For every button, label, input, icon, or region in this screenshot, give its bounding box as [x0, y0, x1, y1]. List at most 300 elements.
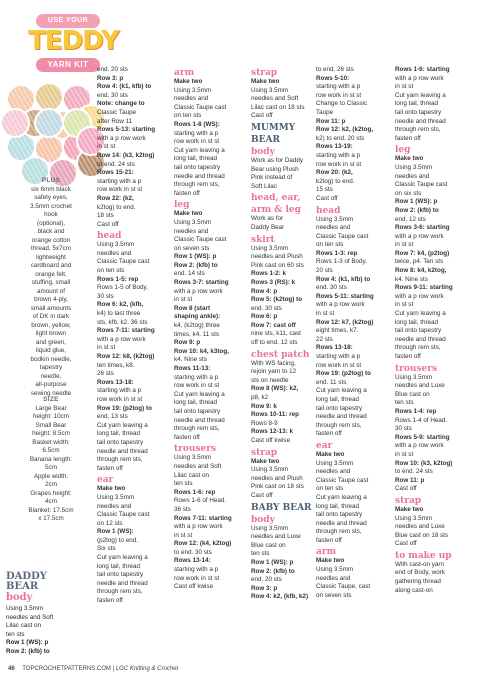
pattern-line: Using 3.5mm: [174, 86, 212, 94]
pattern-line: Row 2: (kfb) to: [395, 206, 439, 214]
pattern-line: with a p row work: [395, 442, 444, 450]
pattern-line: Rows 1-5: rep: [97, 275, 139, 283]
pattern-line: Row 9: p: [174, 339, 201, 347]
plus-line: light brown: [35, 330, 67, 337]
pattern-line: shaping ankle):: [174, 313, 221, 321]
size-line: height: 10cm: [32, 413, 70, 420]
pattern-line: Rows 5-10:: [316, 74, 350, 82]
pattern-line: in st st: [395, 241, 414, 249]
pattern-line: long tail, thread: [395, 100, 439, 108]
page-number: 46: [8, 666, 15, 672]
pattern-line: Make two: [174, 210, 203, 218]
pattern-line: Soft Lilac: [251, 182, 277, 190]
pattern-line: end. 30 sts: [97, 91, 128, 99]
pattern-line: needles and Plush: [251, 253, 303, 261]
daddy-heading: DADDY: [6, 571, 47, 582]
logo-sub-label: YARN KIT: [36, 58, 100, 72]
pattern-line: Rows 1-6 of Head.: [174, 497, 227, 505]
pattern-line: Cast off: [97, 220, 119, 228]
pattern-line: 22 sts: [316, 335, 333, 343]
pattern-line: k4. Nine sts: [395, 275, 428, 283]
pattern-line: ten times, k8.: [97, 361, 135, 369]
pattern-line: needles and: [395, 172, 430, 180]
pattern-line: end. 14 sts: [174, 270, 205, 278]
pattern-line: row work in st st: [316, 361, 362, 369]
pattern-line: gathering thread: [395, 578, 441, 586]
pattern-line: Cast off: [316, 194, 338, 202]
pattern-line: starting with a p: [174, 566, 219, 574]
pattern-line: on ten sts: [97, 267, 125, 275]
pattern-line: Using 3.5mm: [395, 373, 433, 381]
plus-line: bodkin needle,: [30, 355, 72, 363]
pattern-line: Taupe: [316, 108, 334, 116]
pattern-line: Row 10: (k3, k2tog): [395, 459, 453, 467]
plus-line: hook: [44, 211, 58, 218]
section-heading: arm: [174, 68, 195, 78]
pattern-line: Make two: [395, 155, 424, 163]
pattern-line: Row 10: k4, k3tog,: [174, 347, 229, 355]
pattern-line: Rows 7-11: starting: [97, 327, 155, 335]
pattern-line: twice, p4. Ten sts: [395, 258, 444, 266]
pattern-line: Row 3: p: [251, 584, 278, 592]
daddy-line: Lilac cast on: [6, 622, 42, 630]
pattern-line: Cast off: [251, 112, 273, 120]
pattern-line: 30 sts: [97, 292, 114, 300]
pattern-line: Blue cast on 18 sts: [395, 531, 449, 539]
pattern-line: Row 5: (k2tog) to: [251, 296, 303, 304]
pattern-line: long tail, thread: [316, 502, 360, 510]
pattern-line: Row 2: (kfb) to: [251, 567, 295, 575]
section-heading: chest patch: [251, 349, 310, 360]
pattern-line: through rem sts,: [174, 181, 220, 189]
pattern-line: row work in st st: [174, 382, 220, 390]
pattern-line: sts on needle: [251, 376, 289, 384]
pattern-line: nine sts, k11, cast: [251, 330, 301, 338]
section-heading: BABY BEAR: [251, 502, 312, 513]
pattern-line: Using 3.5mm: [251, 86, 289, 94]
pattern-line: tail onto tapestry: [395, 108, 442, 116]
plus-line: brown, yellow,: [31, 321, 71, 329]
pattern-line: through rem sts,: [316, 421, 362, 429]
pattern-line: needles and: [97, 249, 132, 257]
pattern-line: through rem sts,: [316, 528, 362, 536]
pattern-line: row work in st st: [316, 160, 362, 168]
pattern-line: needle and thread: [316, 519, 367, 527]
pattern-line: tail onto tapestry: [97, 571, 144, 579]
pattern-line: Lilac cast on 18 sts: [251, 103, 305, 111]
bear-heading: BEAR: [6, 581, 39, 592]
pattern-column-4: [316, 66, 392, 600]
pattern-line: Row 4: p: [251, 287, 278, 295]
section-heading: head: [316, 205, 341, 216]
pattern-line: to end. 24 sts: [97, 160, 135, 168]
pattern-line: Rows 9-11: starting: [395, 284, 453, 292]
pattern-line: Pink cast on 18 sts: [251, 483, 304, 491]
pattern-line: row work in st st: [174, 138, 220, 146]
plus-materials: [8, 177, 94, 398]
pattern-line: through rem sts,: [97, 456, 143, 464]
pattern-line: Cast off: [395, 540, 417, 548]
pattern-line: Using 3.5mm: [97, 241, 135, 249]
pattern-line: Rows 13-19:: [316, 143, 353, 151]
size-line: Grapes height:: [30, 489, 72, 497]
pattern-line: Rows 8-9: [251, 419, 278, 427]
plus-line: needle,: [40, 372, 62, 380]
pattern-line: Cut yarn leaving a: [316, 493, 367, 501]
pattern-line: starting with a p: [316, 83, 361, 91]
daddy-line: Using 3.5mm: [6, 605, 44, 612]
pattern-line: Row 4: (k1, kfb) to: [316, 275, 371, 283]
pattern-line: Row 6: k2, (kfb,: [97, 301, 144, 309]
pattern-line: on six sts: [395, 189, 422, 197]
pattern-line: Daddy Bear: [251, 223, 285, 231]
pattern-line: Classic Taupe: [97, 108, 137, 116]
pattern-line: Row 4: (k1, kfb) to: [97, 83, 152, 91]
pattern-line: tail onto tapestry: [174, 407, 221, 415]
pattern-line: sts, kfb, k2. 36 sts: [97, 318, 148, 326]
pattern-line: (p2tog) to end.: [97, 536, 138, 544]
pattern-line: Rows 5-13: starting: [97, 126, 156, 134]
pattern-line: with a p row work: [174, 287, 223, 295]
pattern-line: Using 3.5mm: [395, 163, 433, 171]
pattern-line: Row 11: p: [395, 476, 425, 484]
pattern-line: Using 3.5mm: [251, 524, 289, 532]
pattern-line: Cut yarn leaving a: [97, 554, 148, 562]
section-heading: head, ear,: [251, 193, 301, 204]
pattern-line: ten sts: [174, 480, 193, 488]
pattern-line: Cut yarn leaving a: [97, 421, 148, 429]
section-heading: ear: [97, 475, 114, 486]
pattern-line: 36 sts: [174, 505, 191, 513]
daddy-line: needles and Soft: [6, 613, 54, 621]
pattern-line: Row 3: p: [97, 74, 124, 82]
pattern-line: Cut yarn leaving a: [316, 387, 367, 395]
section-heading: BEAR: [251, 134, 280, 145]
pattern-line: with a p row work: [174, 523, 223, 531]
pattern-line: Using 3.5mm: [251, 244, 289, 252]
pattern-line: to end. 26 sts: [316, 66, 354, 73]
section-heading: trousers: [174, 444, 217, 455]
plus-line: lightweight: [36, 253, 66, 261]
pattern-line: Rows 3 (RS): k: [251, 278, 296, 286]
pattern-line: Classic Taupe cast: [395, 181, 448, 189]
pattern-line: to end. 30 sts: [174, 548, 212, 556]
pattern-line: needle and thread: [316, 413, 367, 421]
pattern-line: tail onto tapestry: [97, 438, 144, 446]
pattern-line: Pink cast on 60 sts: [251, 261, 304, 269]
pattern-line: Rows 13-14:: [174, 557, 211, 565]
pattern-line: needles and Soft: [174, 462, 222, 470]
pattern-line: fasten off: [395, 353, 421, 360]
size-line: 4cm: [45, 498, 57, 505]
pattern-line: eight times, k7.: [316, 327, 359, 335]
pattern-line: in st st: [174, 531, 193, 539]
plus-line: orange felt,: [35, 270, 67, 278]
pattern-line: fasten off: [97, 597, 123, 605]
pattern-line: with a p row work: [316, 301, 365, 309]
pattern-line: Rows 12-13: k: [251, 428, 293, 436]
plus-line: and green,: [35, 338, 67, 346]
pattern-line: in st st: [395, 83, 414, 91]
pattern-line: Row 12: k7, (k2tog): [316, 318, 374, 326]
pattern-line: along cast-on: [395, 586, 433, 594]
daddy-line: ten sts: [6, 630, 25, 638]
pattern-line: Work as for Daddy: [251, 156, 304, 164]
pattern-line: needle and thread: [174, 416, 225, 424]
section-heading: leg: [395, 145, 411, 156]
pattern-line: Cast off kwise: [174, 583, 214, 591]
pattern-line: Row 8 (WS): k2,: [251, 385, 299, 393]
logo-top-label: USE YOUR: [36, 14, 100, 28]
pattern-line: needles and Luxe: [395, 523, 445, 531]
pattern-line: needle and thread: [174, 172, 225, 180]
pattern-line: Rows 13-18:: [316, 344, 353, 352]
plus-line: liquid glue,: [35, 347, 67, 354]
pattern-line: off to end. 12 sts: [251, 339, 298, 347]
pattern-line: on 12 sts: [97, 519, 123, 527]
pattern-line: to end. 24 sts: [395, 468, 433, 476]
pattern-line: through rem sts,: [174, 425, 220, 433]
pattern-line: in st st: [97, 143, 116, 151]
pattern-line: Make two: [97, 485, 126, 493]
pattern-line: with a p row work: [395, 292, 444, 300]
pattern-line: starting with a p: [174, 129, 219, 137]
plus-line: sewing needle: [30, 389, 72, 397]
section-heading: to make up: [395, 550, 452, 561]
pattern-line: long tail, thread: [97, 562, 141, 570]
section-heading: MUMMY: [251, 122, 296, 133]
pattern-line: Make two: [251, 78, 280, 85]
plus-line: amount of: [36, 287, 65, 295]
pattern-line: starting with a p: [316, 353, 361, 360]
pattern-line: Rows 1-8 (WS):: [174, 120, 220, 128]
pattern-line: needles and: [316, 468, 351, 476]
pattern-line: Cast off kwise: [251, 437, 291, 444]
pattern-line: long tail, thread: [174, 155, 218, 163]
plus-line: safety eyes,: [34, 194, 68, 201]
pattern-line: in st st: [316, 310, 335, 318]
pattern-line: tail onto tapestry: [316, 404, 363, 412]
pattern-line: needle and thread: [97, 447, 148, 455]
logo-title: TEDDY: [28, 26, 119, 56]
pattern-line: Make two: [395, 505, 424, 513]
pattern-line: needle and thread: [395, 117, 446, 125]
pattern-line: fasten off: [395, 134, 421, 142]
pattern-line: Rows 13-18:: [97, 378, 134, 386]
pattern-line: needles and: [174, 95, 209, 103]
pattern-line: k2tog) to end.: [97, 203, 136, 211]
pattern-line: needle and thread: [395, 335, 446, 343]
pattern-line: Using 3.5mm: [251, 466, 289, 474]
pattern-line: 26 sts: [97, 370, 114, 378]
plus-line: orange cotton: [31, 236, 71, 244]
size-line: Large Bear: [35, 404, 67, 412]
pattern-line: with a p row work: [97, 134, 146, 142]
plus-line: six 6mm black: [31, 185, 71, 193]
pattern-line: Rows 1-4: rep: [395, 407, 437, 415]
pattern-line: through rem sts,: [395, 344, 441, 352]
pattern-line: Row 1 (WS): p: [174, 253, 217, 261]
pattern-line: Row 19: (p2tog) to: [316, 370, 371, 378]
pattern-line: in st st: [395, 450, 414, 458]
pattern-line: with a p row work: [395, 74, 444, 82]
size-line: 5cm: [45, 464, 57, 471]
pattern-line: Row 12: k8, (k2tog): [97, 353, 155, 360]
pattern-line: Rows 7-11: starting: [174, 514, 232, 522]
section-heading: body: [251, 514, 275, 525]
pattern-line: Rows 10-11: rep: [251, 411, 299, 419]
pattern-line: end. 11 sts: [316, 378, 347, 386]
pattern-line: Make two: [251, 457, 280, 465]
pattern-line: end. 13 sts: [97, 413, 128, 421]
pattern-line: long tail, thread: [395, 318, 439, 326]
pattern-line: Row 4: k2, (kfb, k2): [251, 593, 309, 601]
pattern-line: Make two: [316, 450, 345, 458]
pattern-line: needles and: [174, 227, 209, 235]
pattern-line: Cut yarn leaving a: [174, 146, 225, 154]
pattern-line: row work in st st: [97, 395, 143, 403]
pattern-line: Using 3.5mm: [174, 454, 212, 462]
pattern-line: through rem sts,: [395, 126, 441, 134]
pattern-line: Row 14: (k3, k2tog): [97, 151, 155, 159]
pattern-line: k4) to last three: [97, 310, 141, 318]
pattern-line: times, k4. 11 sts: [174, 330, 220, 338]
pattern-line: ten sts: [251, 550, 270, 558]
pattern-line: fasten off: [174, 189, 200, 197]
pattern-line: end of Body, work: [395, 569, 445, 577]
pattern-line: Classic Taupe, cast: [316, 583, 371, 591]
pattern-line: Rows 1-4 of Head.: [395, 416, 448, 424]
plus-line: 3.5mm crochet: [30, 202, 72, 210]
pattern-line: Rows 1-2: k: [251, 270, 286, 278]
pattern-line: Rows 1-5 of Body.: [97, 284, 148, 292]
pattern-line: end. 20 sts: [251, 576, 282, 584]
pattern-line: Rows 3-7: starting: [174, 279, 229, 287]
pattern-line: Rows 1-3: rep: [316, 249, 358, 257]
pattern-line: on seven sts: [316, 591, 352, 599]
pattern-line: Rows 1-6: rep: [174, 488, 216, 496]
daddy-bear-section: [6, 572, 88, 657]
plus-line: small amounts: [30, 304, 72, 312]
pattern-line: starting with a p: [97, 387, 142, 395]
pattern-column-1: [97, 66, 173, 606]
daddy-line: Row 1 (WS): p: [6, 639, 49, 647]
pattern-line: Blue cast on: [251, 541, 286, 549]
pattern-line: 15 sts: [316, 186, 333, 194]
size-line: Blanket: 17.5cm: [28, 506, 74, 514]
pattern-line: needles and: [316, 224, 351, 232]
footer-magazine: LGC Knitting & Crochet: [115, 666, 179, 672]
pattern-line: Row 19: (p2tog) to: [97, 404, 152, 412]
plus-line: thread, 5x7cm: [31, 245, 71, 252]
pattern-line: Row 1 (WS): p: [251, 558, 294, 566]
pattern-line: fasten off: [97, 464, 123, 472]
section-heading: leg: [174, 200, 190, 211]
pattern-line: Make two: [316, 557, 345, 565]
pattern-line: Rows 1-3 of Body.: [316, 258, 367, 266]
pattern-line: Cast off: [251, 491, 273, 499]
footer-site: TOPCROCHETPATTERNS.COM: [22, 666, 111, 672]
section-heading: head: [97, 231, 122, 242]
pattern-line: tail onto tapestry: [174, 163, 221, 171]
pattern-line: after Row 11: [97, 117, 133, 125]
pattern-line: Using 3.5mm: [97, 493, 135, 501]
plus-heading: PLUS: [41, 177, 61, 184]
pattern-line: rejoin yarn to 12: [251, 368, 297, 376]
pattern-line: Row 8 (start: [174, 304, 211, 312]
pattern-line: in st st: [97, 344, 116, 352]
pattern-line: row work in st st: [174, 574, 220, 582]
section-heading: arm & leg: [251, 205, 301, 216]
pattern-line: 18 sts: [97, 212, 114, 220]
body-subheading: body: [6, 592, 33, 603]
pattern-line: fasten off: [316, 430, 342, 438]
pattern-line: Using 3.5mm: [174, 218, 212, 226]
size-line: Small Bear: [35, 421, 67, 429]
plus-line: cardboard and: [30, 262, 72, 269]
pattern-line: With cast-on yarn: [395, 560, 444, 568]
pattern-line: Six sts: [97, 545, 116, 553]
pattern-line: Cut yarn leaving a: [395, 310, 446, 318]
pattern-line: k2) to end. 20 sts: [316, 134, 365, 142]
pattern-line: with a p row work: [395, 232, 444, 240]
section-heading: strap: [395, 495, 422, 506]
pattern-line: Cut yarn leaving a: [174, 390, 225, 398]
pattern-line: Using 3.5mm: [316, 215, 354, 223]
size-info: [8, 396, 94, 524]
pattern-line: k4, (k2tog) three: [174, 322, 220, 330]
pattern-line: Rows 15-21:: [97, 169, 134, 177]
pattern-line: through rem sts,: [97, 588, 143, 596]
size-line: Basket width:: [32, 438, 70, 446]
pattern-line: Work as for: [251, 215, 284, 223]
pattern-line: on ten sts: [174, 112, 202, 120]
plus-line: stuffing, small: [31, 279, 71, 286]
pattern-line: With WS facing,: [251, 359, 296, 367]
pattern-line: Change to Classic: [316, 100, 368, 108]
pattern-line: Row 11: p: [316, 117, 346, 125]
pattern-line: k4. Nine sts: [174, 356, 207, 364]
plus-line: black and: [37, 228, 65, 235]
pattern-line: Using 3.5mm: [316, 459, 354, 467]
pattern-line: Row 6: p: [251, 313, 278, 321]
pattern-line: Row 12: (k4, k2tog): [174, 540, 232, 548]
pattern-line: Row 8: k4, k2tog,: [395, 267, 447, 275]
pattern-line: needles and: [316, 574, 351, 582]
pattern-line: starting with a p: [174, 373, 219, 381]
pattern-line: ten sts: [395, 399, 414, 407]
pattern-line: Row 1 (WS): p: [395, 198, 438, 206]
pattern-line: 20 sts: [316, 267, 333, 275]
pattern-line: Using 3.5mm: [316, 566, 354, 574]
pattern-line: needles and Luxe: [251, 533, 301, 541]
pattern-line: Rows 3-6: starting: [395, 224, 450, 232]
section-heading: skirt: [251, 234, 275, 245]
size-line: 6.5cm: [42, 447, 60, 454]
pattern-line: Row 20: (k2,: [316, 169, 353, 177]
footer-separator: |: [112, 666, 115, 672]
pattern-line: Classic Taupe cast: [316, 232, 369, 240]
pattern-line: Make two: [174, 78, 203, 85]
pattern-line: starting with a p: [97, 177, 142, 185]
plus-line: of DK in dark: [32, 313, 70, 320]
pattern-line: Classic Taupe cast: [316, 476, 369, 484]
pattern-line: Using 3.5mm: [395, 514, 433, 522]
pattern-line: Rows 5-11: starting: [316, 292, 374, 300]
size-line: height: 8.5cm: [32, 430, 70, 437]
yarn-ball: [34, 108, 64, 138]
pattern-line: starting with a p: [316, 151, 361, 159]
